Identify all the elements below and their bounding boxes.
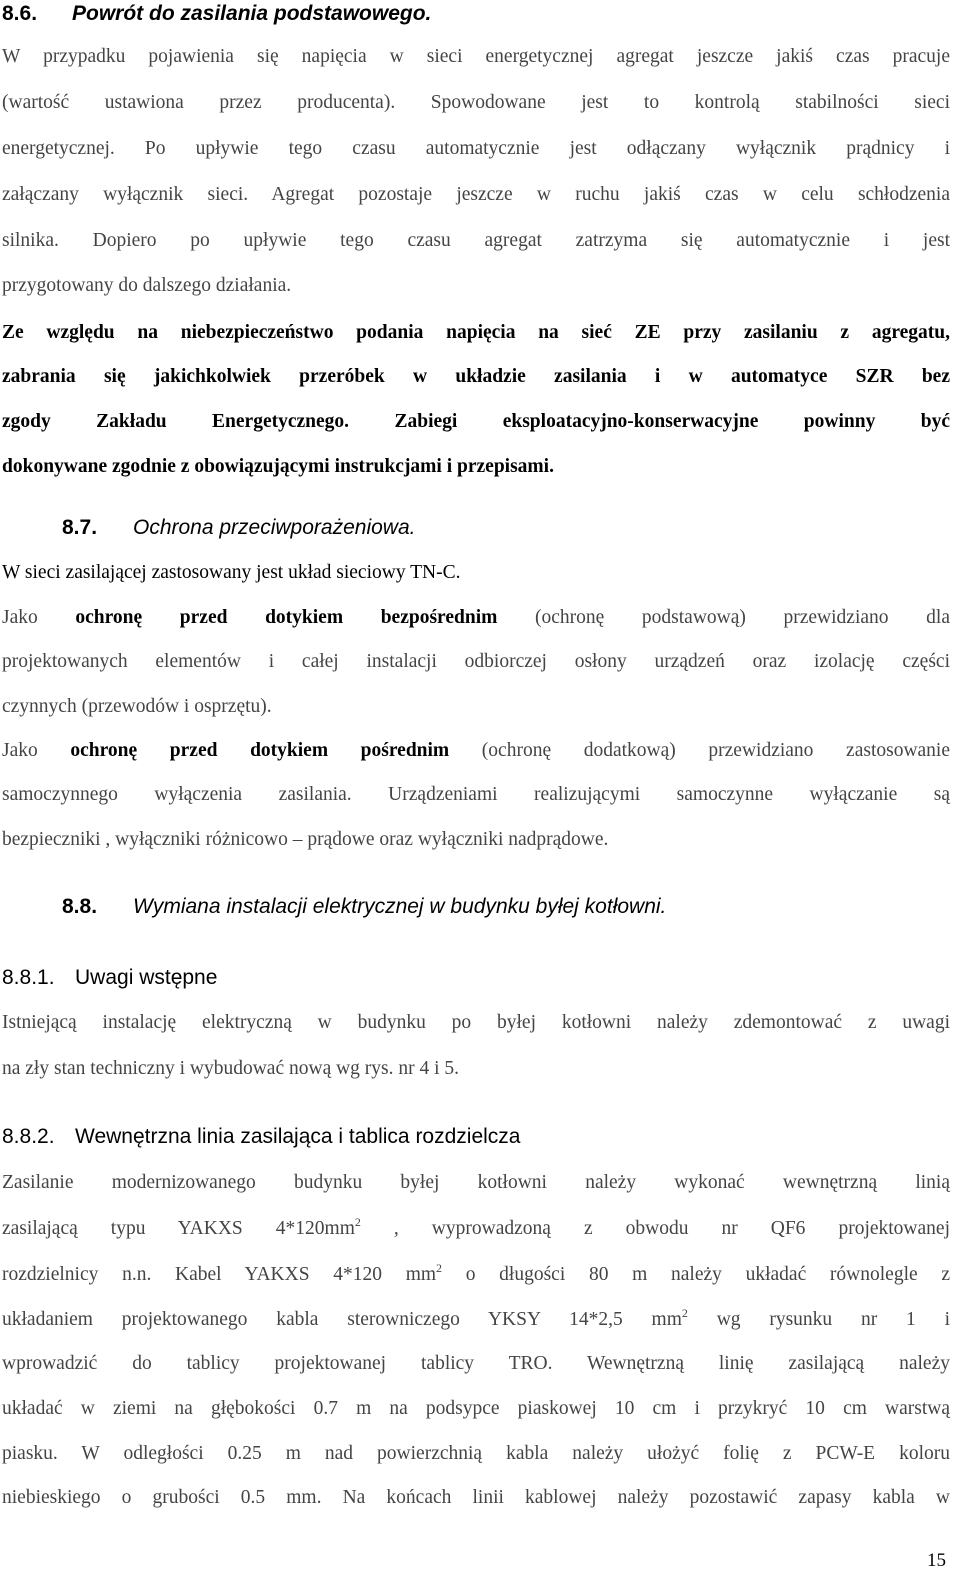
section-heading-8-6 [2, 2, 950, 26]
paragraph-line: (wartość ustawiona przez producenta). Spowodowane jest to kontrolą stabilności sieci [2, 92, 950, 113]
paragraph-line: W przypadku pojawienia się napięcia w sieci energetycznej agregat jeszcze jakiś czas pracuje [2, 46, 950, 67]
text-run: Jako [2, 607, 76, 628]
text-run: Jako [2, 740, 71, 761]
section-title: Powrót do zasilania podstawowego. [72, 2, 432, 25]
paragraph-line: Istniejącą instalację elektryczną w budynku po byłej kotłowni należy zdemontować z uwagi [2, 1012, 950, 1033]
warning-line: zgody Zakładu Energetycznego. Zabiegi eksploatacyjno-konserwacyjne powinny być [2, 411, 950, 432]
paragraph-line: wprowadzić do tablicy projektowanej tablicy TRO. Wewnętrzną linię zasilającą należy [2, 1353, 950, 1374]
text-run: układaniem projektowanego kabla sterowniczego YKSY 14*2,5 mm [2, 1309, 682, 1330]
paragraph-line: czynnych (przewodów i osprzętu). [2, 696, 272, 717]
superscript: 2 [436, 1261, 443, 1275]
paragraph-line [2, 1215, 950, 1240]
text-run: rozdzielnicy n.n. Kabel YAKXS 4*120 mm [2, 1264, 437, 1285]
section-title: Wewnętrzna linia zasilająca i tablica rozdzielcza [75, 1125, 521, 1148]
section-title: Ochrona przeciwporażeniowa. [133, 516, 416, 539]
section-number: 8.7. [62, 516, 98, 539]
section-title: Uwagi wstępne [75, 966, 218, 989]
section-number: 8.8.1. [2, 966, 55, 989]
section-number: 8.8. [62, 895, 98, 918]
paragraph-line: silnika. Dopiero po upływie tego czasu agregat zatrzyma się automatycznie i jest [2, 230, 950, 251]
paragraph-line: piasku. W odległości 0.25 m nad powierzchnią kabla należy ułożyć folię z PCW-E koloru [2, 1443, 950, 1464]
text-run: o długości 80 m należy układać równolegle z [442, 1264, 950, 1285]
bold-term: ochronę przed dotykiem bezpośrednim [75, 607, 498, 628]
paragraph-line: samoczynnego wyłączenia zasilania. Urządzeniami realizującymi samoczynne wyłączanie są [2, 784, 950, 805]
paragraph-line [2, 740, 950, 762]
paragraph-line [2, 607, 950, 629]
section-heading-8-7 [62, 516, 950, 540]
superscript: 2 [354, 1215, 361, 1229]
section-heading-8-8-2 [2, 1125, 950, 1149]
text-run: (ochronę podstawową) przewidziano dla [497, 607, 950, 628]
paragraph-line [2, 1306, 950, 1331]
bold-term: ochronę przed dotykiem pośrednim [70, 740, 450, 761]
paragraph-line: bezpieczniki , wyłączniki różnicowo – prądowe oraz wyłączniki nadprądowe. [2, 829, 609, 850]
superscript: 2 [681, 1306, 688, 1320]
section-number: 8.8.2. [2, 1125, 55, 1148]
paragraph-line: niebieskiego o grubości 0.5 mm. Na końcach linii kablowej należy pozostawić zapasy kabla w [2, 1487, 950, 1508]
warning-line: dokonywane zgodnie z obowiązującymi instrukcjami i przepisami. [2, 456, 554, 477]
paragraph-line [2, 1261, 950, 1286]
paragraph-line: W sieci zasilającej zastosowany jest układ sieciowy TN-C. [2, 562, 461, 583]
paragraph-line: Zasilanie modernizowanego budynku byłej kotłowni należy wykonać wewnętrzną linią [2, 1172, 950, 1193]
warning-line: zabrania się jakichkolwiek przeróbek w układzie zasilania i w automatyce SZR bez [2, 366, 950, 387]
paragraph-line: przygotowany do dalszego działania. [2, 275, 292, 296]
paragraph-line: energetycznej. Po upływie tego czasu automatycznie jest odłączany wyłącznik prądnicy i [2, 138, 950, 159]
warning-line: Ze względu na niebezpieczeństwo podania napięcia na sieć ZE przy zasilaniu z agregatu, [2, 322, 950, 343]
section-heading-8-8-1 [2, 966, 950, 990]
section-heading-8-8 [62, 895, 950, 919]
paragraph-line: załączany wyłącznik sieci. Agregat pozostaje jeszcze w ruchu jakiś czas w celu schłodzenia [2, 184, 950, 205]
text-run: (ochronę dodatkową) przewidziano zastosowanie [449, 740, 951, 761]
section-number: 8.6. [2, 2, 38, 25]
paragraph-line: projektowanych elementów i całej instalacji odbiorczej osłony urządzeń oraz izolację części [2, 651, 950, 672]
paragraph-line: układać w ziemi na głębokości 0.7 m na podsypce piaskowej 10 cm i przykryć 10 cm warstwą [2, 1398, 950, 1419]
text-run: wg rysunku nr 1 i [687, 1309, 950, 1330]
paragraph-line: na zły stan techniczny i wybudować nową wg rys. nr 4 i 5. [2, 1058, 460, 1079]
text-run: zasilającą typu YAKXS 4*120mm [2, 1218, 355, 1239]
section-title: Wymiana instalacji elektrycznej w budynku byłej kotłowni. [133, 895, 667, 918]
page-number: 15 [927, 1550, 946, 1571]
text-run: , wyprowadzoną z obwodu nr QF6 projektowanej [360, 1218, 950, 1239]
